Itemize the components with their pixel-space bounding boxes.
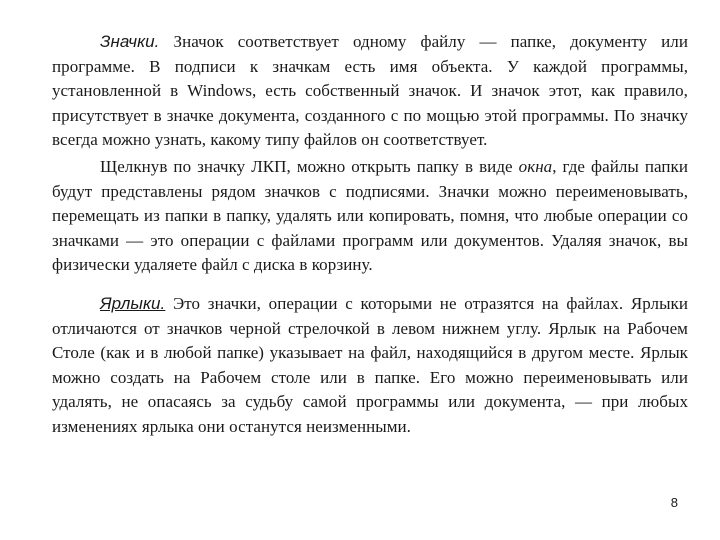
paragraph-open-folder [52, 155, 688, 278]
document-page [52, 30, 688, 530]
emphasis-window: окна [518, 156, 553, 176]
paragraph-icons-text: Значок соответствует одному файлу — папке, документу или программе. В подписи к значкам есть имя объекта. У каждой программы, установленной в Windows, есть собственный значок. И значок этот, как правило, присутствует в значке документа, созданного с по мощью этой программы. По значку всегда можно узнать, какому типу файлов он соответствует. [52, 32, 688, 150]
term-icons: Значки. [100, 32, 160, 51]
page-number: 8 [670, 495, 678, 510]
paragraph-open-folder-text-before: Щелкнув по значку ЛКП, можно открыть папку в виде [100, 156, 519, 176]
term-shortcuts: Ярлыки. [100, 293, 166, 313]
paragraph-shortcuts [52, 292, 688, 440]
paragraph-shortcuts-text: Это значки, операции с которыми не отразятся на файлах. Ярлыки отличаются от значков черной стрелочкой в левом нижнем углу. Ярлык на Рабочем Столе (как и в любой папке) указывает на файл, находящийся в другом месте. Ярлык можно создать на Рабочем столе или в папке. Его можно переименовывать или удалять, не опасаясь за судьбу самой программы или документа, — при любых изменениях ярлыка они останутся неизменными. [52, 293, 688, 436]
paragraph-open-folder-text-after: , где файлы папки будут представлены рядом значков с подписями. Значки можно переименовывать, перемещать из папки в папку, удалять или копировать, помня, что любые операции со значками — это операции с файлами программ или документов. Удаляя значок, вы физически удаляете файл с диска в корзину. [52, 156, 688, 275]
paragraph-icons [52, 30, 688, 153]
